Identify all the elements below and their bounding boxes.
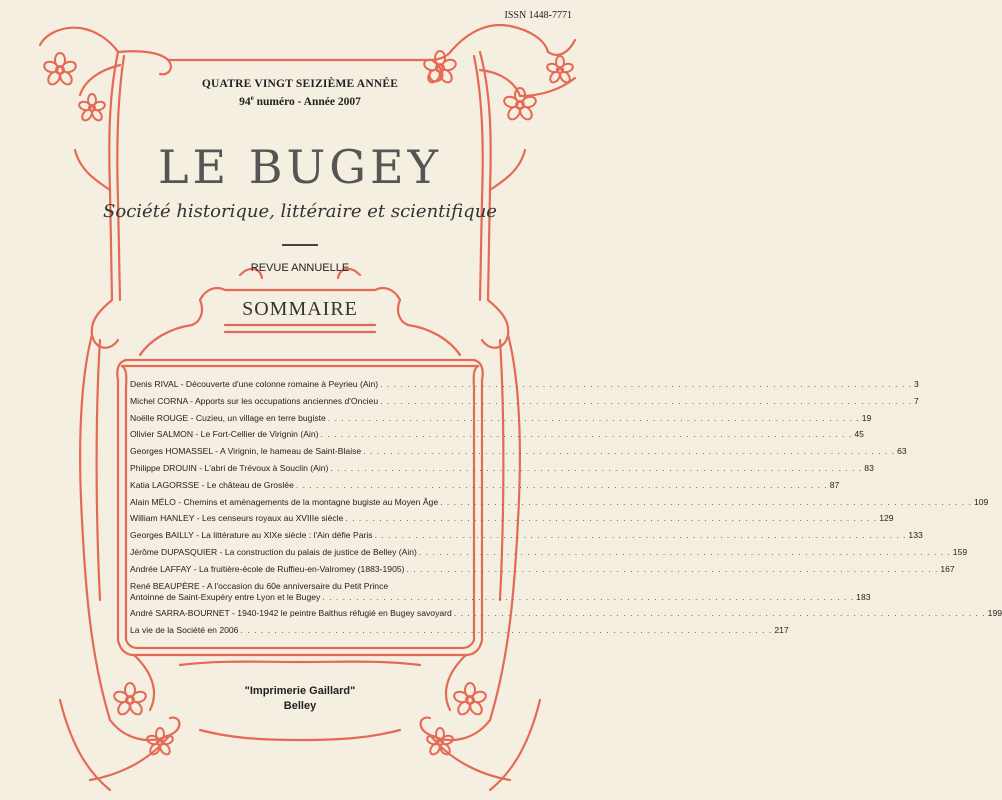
toc-entry: La vie de la Société en 2006 . . . 217: [130, 625, 488, 642]
toc-entry: Denis RIVAL - Découverte d'une colonne romaine à Peyrieu (Ain) . . . 3: [130, 379, 488, 396]
toc-entry: Georges BAILLY - La littérature au XIXe siècle : l'Ain défie Paris . . . 133: [130, 530, 488, 547]
issue-rest: numéro - Année 2007: [253, 95, 361, 108]
sommaire-heading: SOMMAIRE: [242, 298, 358, 320]
printer-city: Belley: [283, 700, 317, 712]
printer-name: "Imprimerie Gaillard": [244, 685, 356, 697]
toc-entry: Katia LAGORSSE - Le château de Groslée . . . 87: [130, 480, 488, 497]
toc-entry: André SARRA-BOURNET - 1940-1942 le peintre Balthus réfugié en Bugey savoyard . . . 199: [130, 608, 488, 625]
issue-ordinal: e: [250, 94, 254, 102]
toc-entry: William HANLEY - Les censeurs royaux au XVIIIe siècle . . . 129: [130, 513, 488, 530]
toc-entry: Philippe DROUIN - L'abri de Trévoux à Souclin (Ain) . . . 83: [130, 463, 488, 480]
toc-entry: René BEAUPÈRE - A l'occasion du 60e anniversaire du Petit Prince: [130, 580, 389, 591]
toc-entry: Michel CORNA - Apports sur les occupations anciennes d'Oncieu . . . 7: [130, 396, 488, 413]
journal-subtitle: Société historique, littéraire et scientifique: [103, 201, 497, 222]
toc-entry: Olivier SALMON - Le Fort-Cellier de Virignin (Ain) . . . 45: [130, 429, 488, 446]
issue-number: 94: [239, 95, 251, 108]
toc-entry: Andrée LAFFAY - La fruitière-école de Ruffieu-en-Valromey (1883-1905) . . . 167: [130, 564, 488, 581]
issn-number: ISSN 1448-7771: [504, 10, 572, 21]
revue-label: REVUE ANNUELLE: [250, 262, 350, 274]
toc-entry: Antoinne de Saint-Exupéry entre Lyon et le Bugey . . . 183: [130, 592, 488, 609]
toc-entry: Jérôme DUPASQUIER - La construction du palais de justice de Belley (Ain) . . . 159: [130, 547, 488, 564]
table-of-contents: [130, 379, 1002, 642]
divider-rule: [282, 244, 318, 246]
issue-line: [0, 94, 600, 108]
toc-entry: Noëlle ROUGE - Cuzieu, un village en terre bugiste . . . 19: [130, 413, 488, 430]
journal-title: LE BUGEY: [157, 140, 442, 194]
toc-entry: Georges HOMASSEL - A Virignin, le hameau de Saint-Blaise . . . 63: [130, 446, 488, 463]
year-line: QUATRE VINGT SEIZIÈME ANNÉE: [201, 78, 399, 90]
toc-entry: Alain MÉLO - Chemins et aménagements de la montagne bugiste au Moyen Âge . . . 109: [130, 497, 488, 514]
